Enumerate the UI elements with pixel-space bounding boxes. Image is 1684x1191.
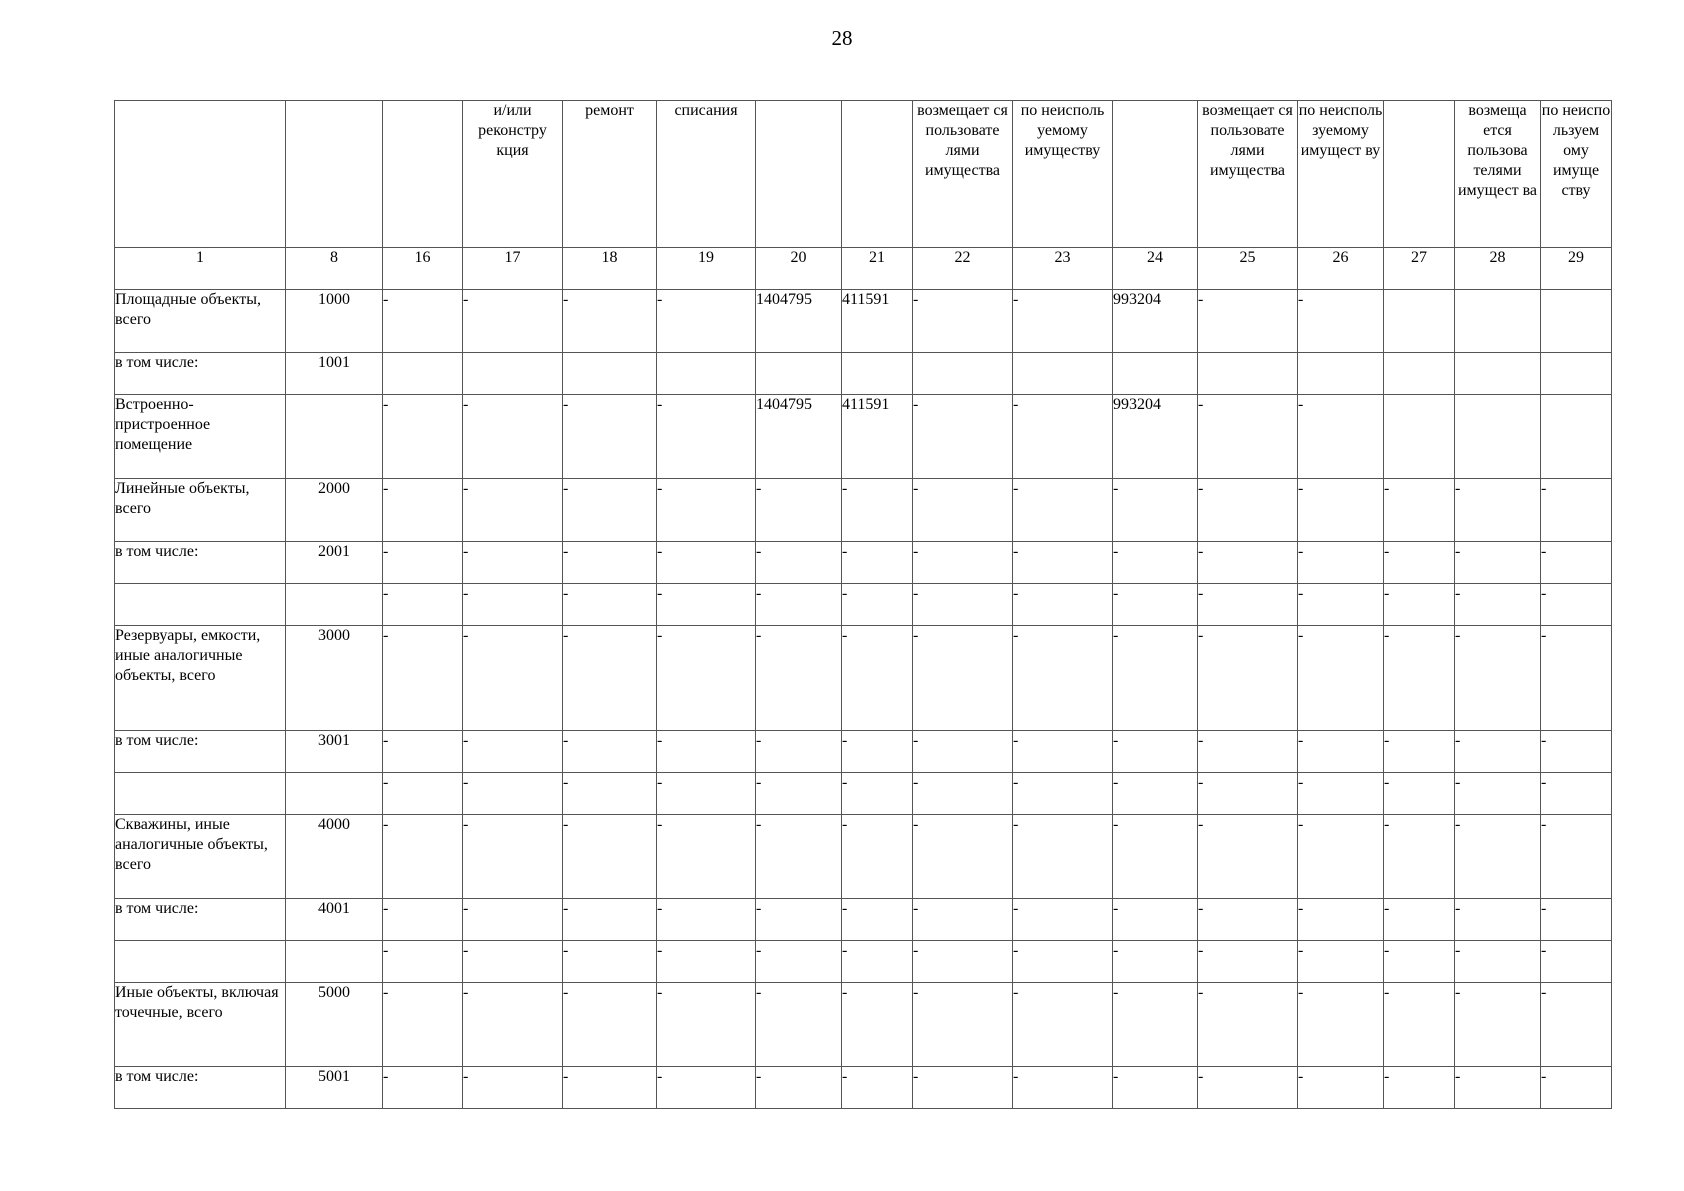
table-cell: - [383,899,463,941]
table-cell: - [1013,941,1113,983]
table-row [115,353,1612,395]
table-cell: - [1198,815,1298,899]
header-cell [842,101,913,248]
header-cell [286,101,383,248]
table-cell: - [1298,983,1384,1067]
table-cell: - [1198,899,1298,941]
table-row [115,542,1612,584]
header-cell: возмеща ется пользова телями имущест ва [1455,101,1541,248]
table-cell: - [563,983,657,1067]
row-label: Иные объекты, включая точечные, всего [115,983,286,1067]
table-cell: - [1541,731,1612,773]
row-label [115,773,286,815]
table-cell: - [842,983,913,1067]
table-cell: - [657,773,756,815]
column-number: 18 [563,248,657,290]
table-cell: - [657,941,756,983]
table-cell: - [657,479,756,542]
table-cell: - [1298,899,1384,941]
table-cell: - [756,983,842,1067]
table-row [115,584,1612,626]
table-cell: - [383,290,463,353]
table-cell [913,353,1013,395]
table-cell: - [1198,395,1298,479]
table-cell: - [1455,815,1541,899]
table-cell: - [383,395,463,479]
header-cell: возмещает ся пользовате лями имущества [913,101,1013,248]
table-cell: - [842,941,913,983]
header-cell [115,101,286,248]
table-cell [1455,353,1541,395]
table-cell: - [1013,1067,1113,1109]
table-cell: - [383,941,463,983]
table-cell: - [1113,731,1198,773]
table-cell: - [383,983,463,1067]
row-code: 5000 [286,983,383,1067]
column-number: 22 [913,248,1013,290]
table-cell: - [913,290,1013,353]
table-cell: - [842,731,913,773]
column-number: 20 [756,248,842,290]
table-cell: - [842,1067,913,1109]
row-code: 4001 [286,899,383,941]
table-cell [1541,290,1612,353]
table-cell: - [1298,395,1384,479]
column-number: 21 [842,248,913,290]
table-cell: - [1541,1067,1612,1109]
table-cell: - [842,773,913,815]
row-label: Площадные объекты, всего [115,290,286,353]
table-cell: - [563,941,657,983]
table-cell: - [657,731,756,773]
table-cell: - [383,815,463,899]
header-cell: по неисполь уемому имуществу [1013,101,1113,248]
table-cell: 993204 [1113,290,1198,353]
table-cell: - [1113,899,1198,941]
row-label: в том числе: [115,899,286,941]
table-cell: - [463,815,563,899]
table-cell: - [1384,542,1455,584]
table-cell: - [1384,983,1455,1067]
table-cell: - [657,899,756,941]
table-cell: - [1455,941,1541,983]
header-cell [1384,101,1455,248]
table-cell: - [1198,542,1298,584]
header-cell: списания [657,101,756,248]
table-cell: - [383,584,463,626]
table-cell: - [1455,899,1541,941]
table-cell: - [1198,290,1298,353]
row-label: Линейные объекты, всего [115,479,286,542]
table-cell: - [913,899,1013,941]
table-cell: - [1298,941,1384,983]
report-table [114,100,1612,1109]
table-cell: - [1013,626,1113,731]
table-cell: - [1541,626,1612,731]
table-cell: - [1113,941,1198,983]
column-number: 28 [1455,248,1541,290]
column-number: 26 [1298,248,1384,290]
column-number: 29 [1541,248,1612,290]
table-cell: - [1455,626,1541,731]
column-number: 27 [1384,248,1455,290]
table-row [115,479,1612,542]
table-row [115,899,1612,941]
table-cell: - [463,626,563,731]
table-cell [1384,290,1455,353]
table-cell: - [1013,542,1113,584]
table-cell: - [913,395,1013,479]
table-cell: - [1541,584,1612,626]
table-cell: - [657,1067,756,1109]
row-code: 3001 [286,731,383,773]
header-cell: ремонт [563,101,657,248]
table-cell: - [1384,899,1455,941]
table-cell: - [1541,479,1612,542]
table-cell: - [1013,290,1113,353]
column-number: 23 [1013,248,1113,290]
row-code: 2001 [286,542,383,584]
table-cell [756,353,842,395]
table-cell: - [1113,626,1198,731]
column-number: 8 [286,248,383,290]
table-cell: - [1541,773,1612,815]
table-cell: - [1541,941,1612,983]
table-cell: - [1198,941,1298,983]
table-cell: - [563,626,657,731]
table-cell: - [1013,899,1113,941]
table-cell: - [463,773,563,815]
row-label: в том числе: [115,353,286,395]
table-cell: - [756,899,842,941]
table-cell: - [463,983,563,1067]
table-cell: - [463,542,563,584]
table-cell: - [383,1067,463,1109]
table-cell: - [1013,731,1113,773]
table-cell: - [1384,815,1455,899]
table-cell: 993204 [1113,395,1198,479]
table-cell: - [657,983,756,1067]
column-number: 25 [1198,248,1298,290]
row-label: Скважины, иные аналогичные объекты, всего [115,815,286,899]
row-code [286,395,383,479]
table-cell: - [1113,542,1198,584]
table-cell: - [1455,773,1541,815]
header-cell: возмещает ся пользовате лями имущества [1198,101,1298,248]
table-cell: - [842,815,913,899]
table-cell: - [913,731,1013,773]
table-cell: 1404795 [756,290,842,353]
table-cell: - [913,773,1013,815]
table-cell [1384,395,1455,479]
header-cell [756,101,842,248]
table-cell: - [1298,1067,1384,1109]
column-number: 17 [463,248,563,290]
column-number: 19 [657,248,756,290]
table-cell: - [842,479,913,542]
table-cell: - [383,731,463,773]
table-cell: - [1541,899,1612,941]
table-cell: - [1198,773,1298,815]
table-cell: - [1298,290,1384,353]
table-cell: - [1455,1067,1541,1109]
table-cell: - [1198,1067,1298,1109]
row-label [115,941,286,983]
table-cell: - [842,899,913,941]
table-cell: - [657,584,756,626]
table-cell: - [463,899,563,941]
table-cell [463,353,563,395]
table-cell: - [1013,584,1113,626]
table-cell: - [463,1067,563,1109]
header-cell: по неиспо льзуем ому имуще ству [1541,101,1612,248]
table-cell: - [1198,584,1298,626]
table-cell: - [563,584,657,626]
row-code: 5001 [286,1067,383,1109]
table-cell: - [913,1067,1013,1109]
table-row [115,290,1612,353]
table-cell: - [1384,1067,1455,1109]
row-code: 2000 [286,479,383,542]
table-cell: - [842,626,913,731]
column-number: 24 [1113,248,1198,290]
table-row [115,941,1612,983]
table-cell: - [1384,941,1455,983]
table-row [115,395,1612,479]
table-cell: - [913,983,1013,1067]
row-code: 1000 [286,290,383,353]
table-cell: - [563,899,657,941]
column-number-row [115,248,1612,290]
row-label: в том числе: [115,1067,286,1109]
table-cell [1198,353,1298,395]
table-cell: - [1455,983,1541,1067]
table-cell: - [657,290,756,353]
table-cell: - [756,626,842,731]
table-cell: - [913,626,1013,731]
table-cell: - [1384,584,1455,626]
table-cell: - [1384,626,1455,731]
table-cell: - [756,479,842,542]
table-cell: - [563,773,657,815]
row-code: 1001 [286,353,383,395]
row-label [115,584,286,626]
table-cell: - [1455,479,1541,542]
table-cell: 411591 [842,395,913,479]
table-cell: - [1541,542,1612,584]
row-label: в том числе: [115,542,286,584]
table-cell: - [563,1067,657,1109]
table-cell: - [1384,479,1455,542]
table-cell: - [1298,626,1384,731]
table-cell: - [1013,983,1113,1067]
table-cell: - [1298,584,1384,626]
table-row [115,773,1612,815]
table-row [115,983,1612,1067]
table-cell: - [1541,983,1612,1067]
column-number: 1 [115,248,286,290]
table-cell [1541,353,1612,395]
table-cell: - [1384,731,1455,773]
table-cell: - [563,731,657,773]
table-cell: - [1198,479,1298,542]
table-cell: - [1113,983,1198,1067]
table-cell: - [563,542,657,584]
table-cell: 411591 [842,290,913,353]
table-cell: - [756,815,842,899]
table-cell: - [1113,584,1198,626]
table-cell: - [1541,815,1612,899]
table-cell: - [1198,626,1298,731]
table-cell: - [1113,1067,1198,1109]
table-cell: - [563,290,657,353]
table-cell: - [1298,815,1384,899]
table-cell: - [1013,479,1113,542]
header-cell [1113,101,1198,248]
table-cell: - [756,1067,842,1109]
header-cell [383,101,463,248]
table-cell: - [842,542,913,584]
table-cell: - [657,815,756,899]
row-label: Резервуары, емкости, иные аналогичные объекты, всего [115,626,286,731]
table-cell: - [1113,815,1198,899]
table-cell: - [383,626,463,731]
table-cell: - [1198,731,1298,773]
table-row [115,1067,1612,1109]
row-label: Встроенно-пристроенное помещение [115,395,286,479]
row-code: 3000 [286,626,383,731]
header-cell: по неисполь зуемому имущест ву [1298,101,1384,248]
table-row [115,626,1612,731]
table-cell: - [563,395,657,479]
row-code [286,584,383,626]
header-cell: и/или реконстру кция [463,101,563,248]
table-row [115,815,1612,899]
table-cell: - [1113,479,1198,542]
table-cell: - [463,731,563,773]
table-cell: - [756,584,842,626]
table-cell: - [383,479,463,542]
table-cell: - [463,479,563,542]
table-cell: - [842,584,913,626]
table-cell: - [1384,773,1455,815]
table-cell: - [657,395,756,479]
table-cell: - [1298,731,1384,773]
table-cell [1113,353,1198,395]
table-cell: - [756,731,842,773]
table-cell: - [563,815,657,899]
table-cell [1384,353,1455,395]
header-row [115,101,1612,248]
table-cell [1541,395,1612,479]
table-cell: - [913,815,1013,899]
table-cell: - [1298,542,1384,584]
table-cell: - [463,395,563,479]
table-cell: - [657,626,756,731]
table-cell: - [1455,584,1541,626]
table-cell: - [1298,479,1384,542]
table-cell: - [1298,773,1384,815]
table-cell: - [913,479,1013,542]
table-cell [563,353,657,395]
table-cell: 1404795 [756,395,842,479]
table-cell: - [383,773,463,815]
table-cell: - [913,941,1013,983]
table-cell: - [463,290,563,353]
row-code: 4000 [286,815,383,899]
table-cell: - [1455,542,1541,584]
table-cell [383,353,463,395]
table-cell: - [383,542,463,584]
table-cell: - [463,941,563,983]
table-cell: - [1013,395,1113,479]
table-cell: - [1113,773,1198,815]
table-cell [1455,290,1541,353]
table-cell [1013,353,1113,395]
table-cell: - [1455,731,1541,773]
table-cell [1455,395,1541,479]
table-row [115,731,1612,773]
table-cell: - [463,584,563,626]
table-cell: - [1013,815,1113,899]
row-code [286,773,383,815]
table-cell: - [1198,983,1298,1067]
table-cell: - [913,584,1013,626]
table-cell: - [913,542,1013,584]
table-cell [1298,353,1384,395]
table-cell [842,353,913,395]
table-cell: - [657,542,756,584]
row-code [286,941,383,983]
table-cell: - [1013,773,1113,815]
table-cell: - [756,773,842,815]
row-label: в том числе: [115,731,286,773]
page-number: 28 [831,26,853,50]
table-cell: - [756,941,842,983]
table-cell: - [563,479,657,542]
table-cell [657,353,756,395]
column-number: 16 [383,248,463,290]
table-cell: - [756,542,842,584]
